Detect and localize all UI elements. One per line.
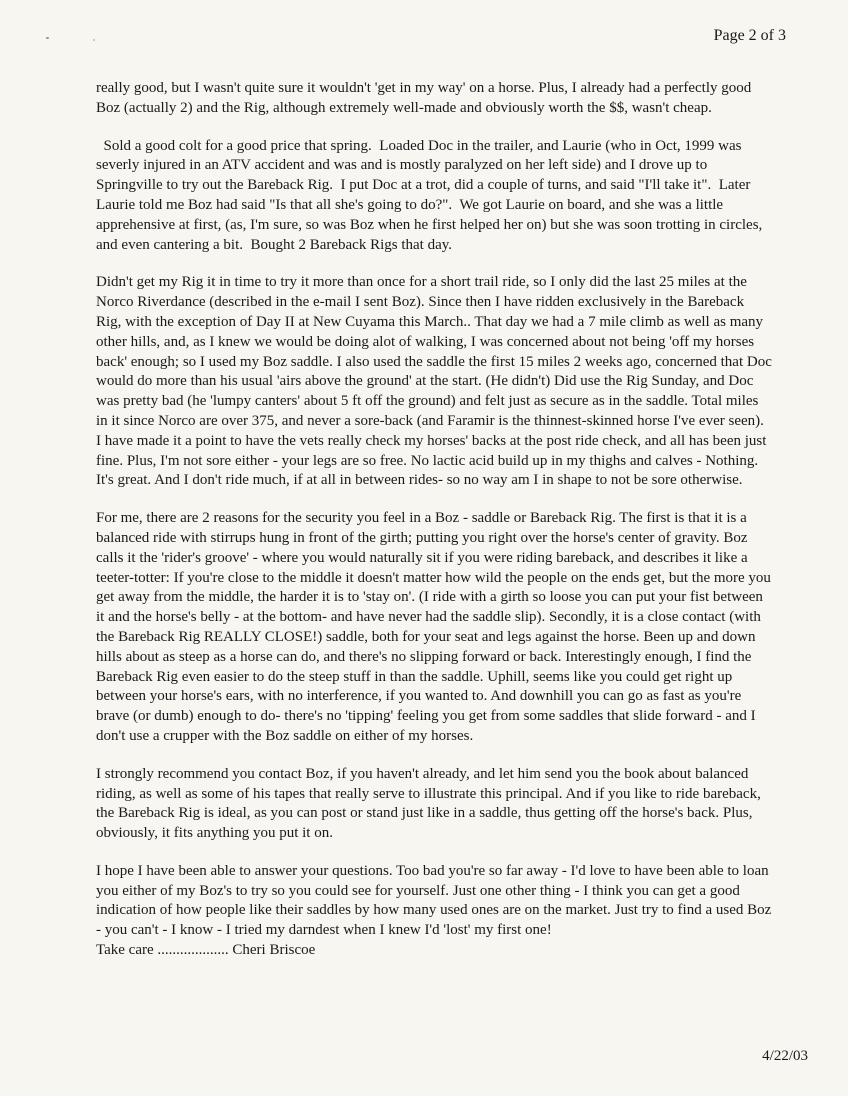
letter-date: 4/22/03: [762, 1048, 808, 1064]
letter-body: [96, 79, 772, 961]
signature-line: Take care ................... Cheri Briscoe: [96, 942, 316, 959]
paragraph-2: Sold a good colt for a good price that spring. Loaded Doc in the trailer, and Laurie (who in Oct, 1999 was severly injured in an ATV accident and was and is mostly paralyzed on her left side) and I drove up to Springville to try out the Bareback Rig. I put Doc at a trot, did a couple of turns, and said "I'll take it". Later Laurie told me Boz had said "Is that all she's going to do?". We got Laurie on board, and she was a little apprehensive at first, (as, I'm sure, so was Boz when he first helped her on) but she was soon trotting in circles, and even cantering a bit. Bought 2 Bareback Rigs that day.: [96, 137, 767, 253]
paragraph-6: I hope I have been able to answer your questions. Too bad you're so far away - I'd love to have been able to loan you either of my Boz's to try so you could see for yourself. Just one other thing - I think you can get a good indication of how people like their saddles by how many used ones are on the market. Just try to find a used Boz - you can't - I know - I tried my darndest when I knew I'd 'lost' my first one!: [96, 862, 772, 939]
paragraph-1: really good, but I wasn't quite sure it wouldn't 'get in my way' on a horse. Plus, I already had a perfectly good Boz (actually 2) and the Rig, although extremely well-made and obviously worth the $$, wasn't cheap.: [96, 80, 752, 116]
paragraph-3: Didn't get my Rig it in time to try it more than once for a short trail ride, so I only did the last 25 miles at the Norco Riverdance (described in the e-mail I sent Boz). Since then I have ridden exclusively in the Bareback Rig, with the exception of Day II at New Cuyama this March.. That day we had a 7 mile climb as well as many other hills, and, as I knew we would be doing alot of walking, I was concerned about not being 'off my horses back' enough; so I used my Boz saddle. I also used the saddle the first 15 miles 2 weeks ago, concerned that Doc would do more than his usual 'airs above the ground' at the start. (He didn't) Did use the Rig Sunday, and Doc was pretty bad (he 'lumpy canters' about 5 ft off the ground) and felt just as secure as in the saddle. Total miles in it since Norco are over 375, and never a sore-back (and Faramir is the thinnest-skinned horse I've ever seen). I have made it a point to have the vets really check my horses' backs at the post ride check, and all has been just fine. Plus, I'm not sore either - your legs are so free. No lactic acid build up in my thighs and calves - Nothing. It's great. And I don't ride much, if at all in between rides- so no way am I in shape to not be sore otherwise.: [96, 274, 772, 489]
page-number: Page 2 of 3: [713, 27, 786, 44]
scan-speck: [46, 37, 49, 39]
paragraph-4: For me, there are 2 reasons for the security you feel in a Boz - saddle or Bareback Rig. The first is that it is a balanced ride with stirrups hung in front of the girth; putting you right over the horse's center of gravity. Boz calls it the 'rider's groove' - where you would naturally sit if you were riding bareback, and describes it like a teeter-totter: If you're close to the middle it doesn't matter how wild the people on the ends get, but the more you get away from the middle, the harder it is to 'stay on'. (I ride with a girth so loose you can put your fist between it and the horse's belly - at the bottom- and have never had the saddle slip). Secondly, it is a close contact (with the Bareback Rig REALLY CLOSE!) saddle, both for your seat and legs against the horse. Been up and down hills about as steep as a horse can do, and there's no slipping forward or back. Interestingly enough, I find the Bareback Rig even easier to do the steep stuff in than the saddle. Uphill, seems like you could get right up between your horse's ears, with no interference, if you wanted to. And downhill you can go as fast as you're brave (or dumb) enough to do- there's no 'tipping' feeling you get from some saddles that slide forward - and I don't use a crupper with the Boz saddle on either of my horses.: [96, 510, 771, 744]
scan-speck: [93, 39, 95, 41]
paragraph-5: I strongly recommend you contact Boz, if you haven't already, and let him send you the book about balanced riding, as well as some of his tapes that really serve to illustrate this principal. And if you like to ride bareback, the Bareback Rig is ideal, as you can post or stand just like in a saddle, thus getting off the horse's back. Plus, obviously, it fits anything you put it on.: [96, 765, 761, 842]
